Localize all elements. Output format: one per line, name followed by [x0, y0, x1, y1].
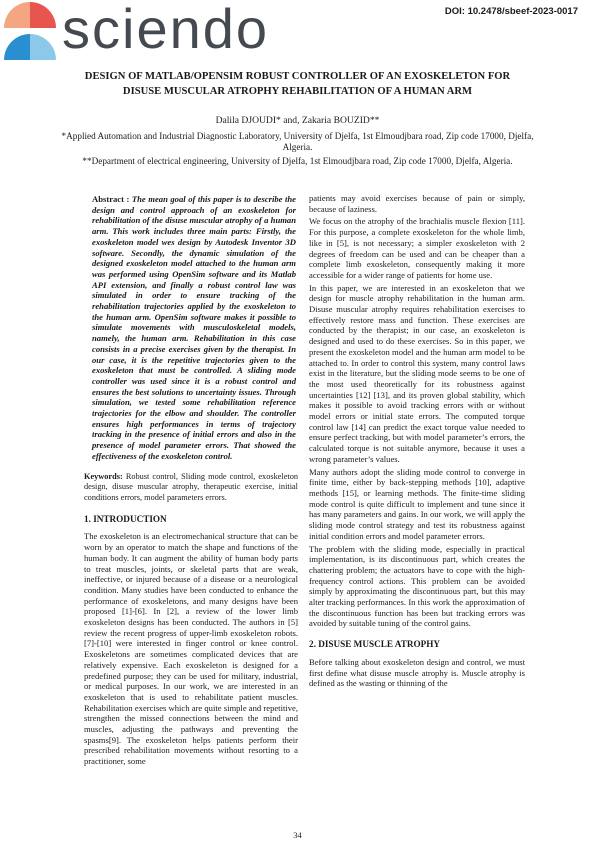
title-line: DISUSE MUSCULAR ATROPHY REHABILITATION OF A HUMAN ARM [122, 86, 473, 97]
sciendo-logo-mark [0, 0, 60, 66]
paragraph: The exoskeleton is an electromechanical structure that can be worn by an operator to match the shape and functions of the human body. It can augment the ability of human body parts to treat muscles, joints, or skeletal parts that are weak, ineffective, or injured because of a disease or a neurological condition. Many studies have been conducted to enhance the performance of exoskeletons, and many designs have been proposed [1]-[6]. In [2], a review of the lower limb exoskeleton designs has been conducted. The authors in [5] review the recent progress of upper-limb exoskeleton robots. [7]-[10] were interested in finger control or knee control. Exoskeletons are sometimes complicated devices that are relatively expensive. Each exoskeleton is designed for a predefined purpose; they can be used for military, industrial, or medical purposes. In our work, we are interested in an exoskeleton that is used to rehabilitate patient muscles. Rehabilitation exercises which are quite simple and repetitive, strengthen the missed connections between the mind and muscles, adjusting the pathways and preventing the spasms[9]. The exoskeleton helps patients perform their prescribed rehabilitation movements without resorting to a practitioner, some [84, 531, 298, 767]
abstract-label: Abstract : [92, 194, 130, 204]
logo-wordmark: sciendo [62, 0, 270, 60]
section-heading-introduction: 1. INTRODUCTION [84, 513, 167, 524]
paragraph: The problem with the sliding mode, especially in practical implementation, is its discontinuous part, which creates the chattering problem; the actuators have to cope with the high-frequency control actions. This problem can be avoided simply by approximating the discontinuous part, but this may alter tracking performances. In this work the approximation of the discontinuous function has been but tracking errors was avoided by suitable tuning of the control gains. [309, 543, 525, 629]
keywords-text: Robust control, Sliding mode control, exoskeleton design, disuse muscular atrophy, therapeutic exercise, initial conditions errors, model parameters errors. [84, 471, 299, 502]
paragraph: We focus on the atrophy of the brachialis muscle flexion [11]. For this purpose, a complete exoskeleton for the whole limb, like in [5], is not necessary; a simpler exoskeleton with 2 degrees of freedom can be used and can be cheaper than a complete limb exoskeleton, consequently making it more accessible for a wider range of patients for home use. [309, 216, 525, 280]
paragraph: In this paper, we are interested in an exoskeleton that we design for muscle atrophy rehabilitation in the human arm. Disuse muscular atrophy requires rehabilitation exercises to effectively restore mass and function. These exercises are conducted by the therapist; in our case, an exoskeleton is designed and used to do these exercises. So in this paper, we present the exoskeleton model and the human arm model to be attached to. In order to control this system, many control laws exist in the literature, but the sliding mode seems to be one of the most used theoretically for its robustness against uncertainties [12] [13], and its proven global stability, which makes it possible to avoid tracking errors with or without model errors or initial state errors. The computed torque control law [14] can predict the exact torque value needed to ensure perfect tracking, but with model parameter’s errors, the calculated torque is not suitable anymore, because it uses a wrong parameter’s values. [309, 282, 525, 464]
abstract [92, 194, 296, 462]
keywords-label: Keywords: [84, 471, 123, 481]
keywords [84, 472, 298, 504]
paragraph: patients may avoid exercises because of pain or simply, because of laziness. [309, 193, 525, 214]
affiliation-1: *Applied Automation and Industrial Diagnostic Laboratory, University of Djelfa, 1st Elmoudjbara road, Zip code 17000, Djelfa, Algeria. [61, 131, 534, 152]
affiliation-2: **Department of electrical engineering, University of Djelfa, 1st Elmoudjbara road, Zip code 17000, Djelfa, Algeria. [82, 156, 513, 166]
paragraph: Before talking about exoskeleton design and control, we must first define what disuse muscle atrophy is. Muscle atrophy is defined as the wasting or thinning of the [309, 656, 525, 689]
abstract-text: The mean goal of this paper is to describe the design and control approach of an exoskeleton for rehabilitation of the disuse muscular atrophy of a human arm. This work includes three main parts: Firstly, the exoskeleton model wes design by Autodesk Inventor 3D software. Secondly, the dynamic simulation of the designed exoskeleton model attached to the human arm was performed using OpenSim software and its Matlab API extension, and finally a robust control law was simulated in order to ensure tracking of the rehabilitation trajectories applied by the exoskeleton to the human arm. OpenSim software makes it possible to simulate movements with musculoskeletal models, namely, the human arm. Rehabilitation in this case consists in a precise exercises given by the therapist. In our case, it is the repetitive trajectories given to the exoskeleton that must be controlled. A sliding mode controller was used since it is a robust control and ensures the best solutions to uncertainty issues. Through simulation, we tested some rehabilitation reference trajectories for the elbow and shoulder. The controller ensures high performances in terms of trajectory tracking in the presence of initial errors and also in the presence of model parameter errors. That showed the effectiveness of the exoskeleton control. [92, 194, 296, 461]
page-number: 34 [293, 830, 302, 840]
doi-label: DOI: 10.2478/sbeef-2023-0017 [444, 6, 578, 17]
left-column [84, 194, 298, 769]
paragraph: Many authors adopt the sliding mode control to converge in finite time, either by back-stepping methods [10], adaptive methods [15], or learning methods. The finite-time sliding mode control is quite difficult to implement and tune since it has many parameters and gains. In our work, we will apply the sliding mode control strategy and test its robustness against initial condition errors and model parameter errors. [309, 466, 525, 541]
section-heading-disuse-muscle-atrophy: 2. DISUSE MUSCLE ATROPHY [309, 639, 441, 650]
paper-title [40, 69, 555, 99]
title-line: DESIGN OF MATLAB/OPENSIM ROBUST CONTROLLER OF AN EXOSKELETON FOR [84, 71, 511, 82]
right-column [309, 193, 525, 691]
authors: Dalila DJOUDI* and, Zakaria BOUZID** [215, 115, 380, 126]
sciendo-logo [0, 0, 340, 70]
